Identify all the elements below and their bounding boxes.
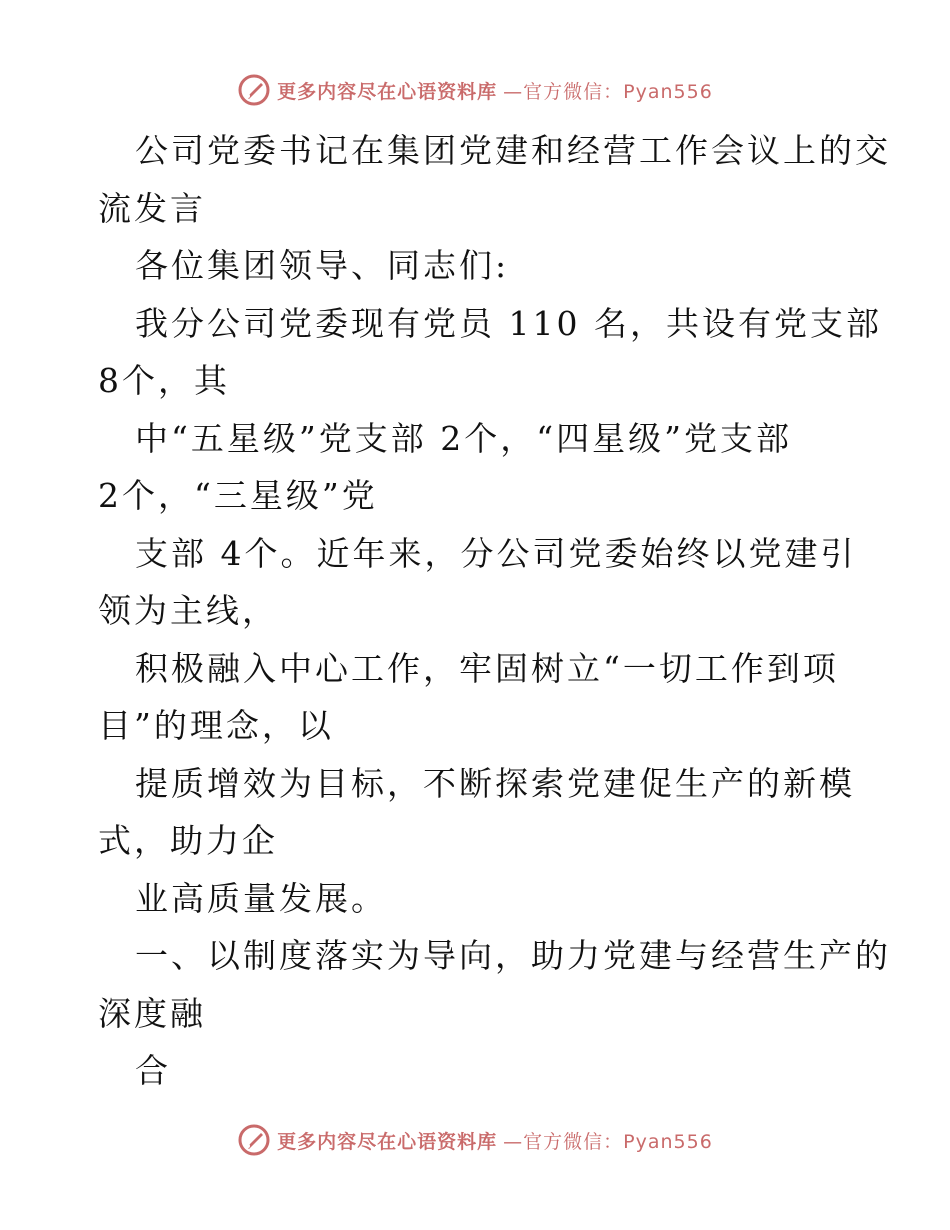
text-line-10: 积极融入中心工作，牢固树立“一切工作到项 [135, 648, 839, 688]
text-line-8: 支部 4个。近年来，分公司党委始终以党建引 [135, 533, 857, 573]
footer-watermark [0, 1120, 950, 1160]
text-line-17: 合 [135, 1051, 171, 1090]
text-line-9: 领为主线， [98, 591, 278, 630]
text-line-13: 式，助力企 [98, 821, 278, 860]
text-line-12: 提质增效为目标，不断探索党建促生产的新模 [135, 763, 855, 803]
watermark-logo-icon [237, 73, 271, 107]
text-line-11: 目”的理念，以 [98, 706, 334, 745]
text-line-3: 各位集团领导、同志们: [135, 246, 510, 285]
text-line-1: 公司党委书记在集团党建和经营工作会议上的交 [135, 131, 891, 170]
header-watermark [0, 70, 950, 110]
text-line-14: 业高质量发展。 [135, 878, 387, 918]
text-line-15: 一、以制度落实为导向，助力党建与经营生产的 [135, 936, 891, 975]
watermark-sub-text: —官方微信：Pyan556 [503, 80, 713, 103]
watermark-main-text: 更多内容尽在心语资料库 [277, 1130, 498, 1153]
text-line-6: 中“五星级”党支部 2个，“四星级”党支部 [135, 418, 792, 458]
text-line-7: 2个，“三星级”党 [98, 476, 378, 515]
watermark-logo-icon [237, 1123, 271, 1157]
text-line-2: 流发言 [98, 188, 206, 228]
text-line-4: 我分公司党委现有党员 110 名，共设有党支部 [135, 303, 882, 343]
text-line-16: 深度融 [98, 993, 206, 1033]
text-line-5: 8个，其 [98, 361, 230, 400]
watermark-sub-text: —官方微信：Pyan556 [503, 1130, 713, 1153]
document-body [98, 122, 891, 1100]
watermark-main-text: 更多内容尽在心语资料库 [277, 80, 498, 103]
